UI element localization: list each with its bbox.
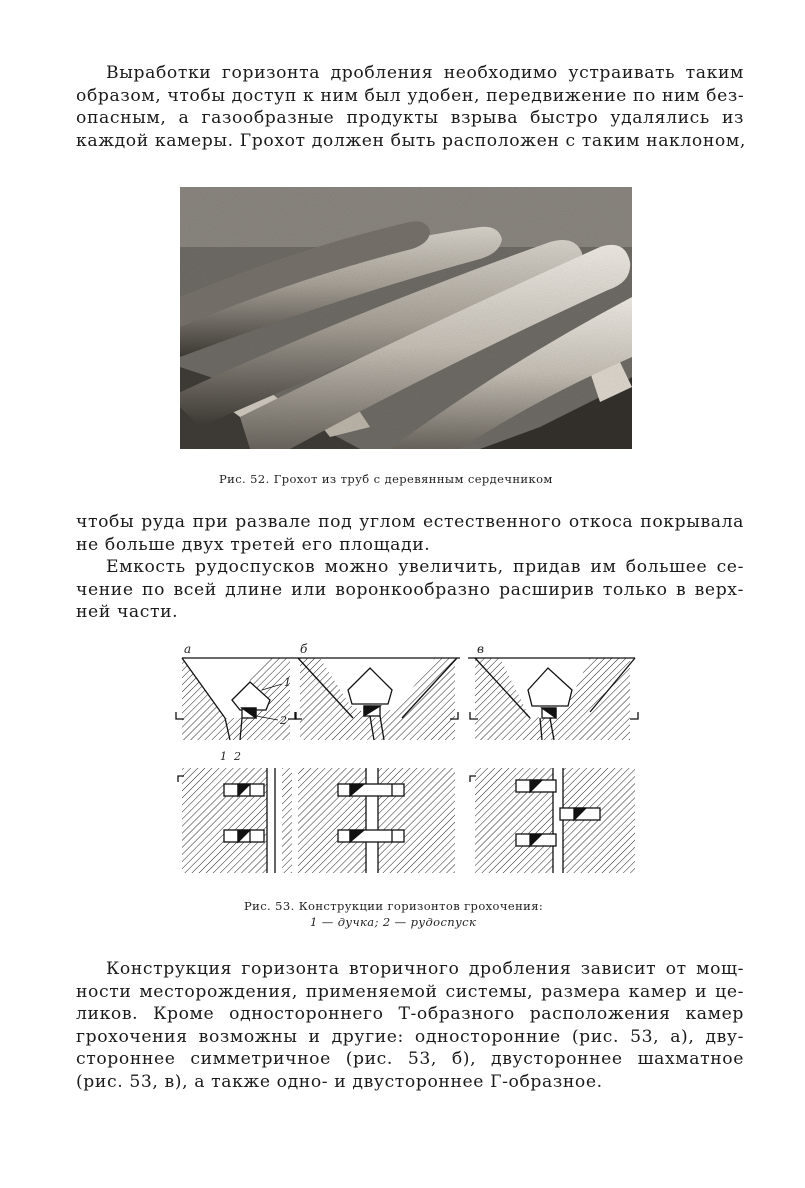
panel-b-plan <box>298 768 455 873</box>
callout-2: 2 <box>280 714 287 727</box>
text-line: каждой камеры. Грохот должен быть расположен с таким наклоном, <box>76 130 746 151</box>
panel-c-plan <box>470 768 635 873</box>
text-line: образом, чтобы доступ к ним был удобен, передвижение по ним без- <box>76 85 745 106</box>
text-line: (рис. 53, в), а также одно- и двустороннее Г-образное. <box>76 1071 603 1092</box>
panel-b-section <box>290 658 460 740</box>
panel-label-a: а <box>184 642 192 656</box>
figure-52-caption: Рис. 52. Грохот из труб с деревянным сердечником <box>219 472 553 486</box>
text-line: ности месторождения, применяемой системы, размера камер и це- <box>76 981 744 1002</box>
figure-53-caption-2: 1 — дучка; 2 — рудоспуск <box>310 915 477 929</box>
text-line: чтобы руда при развале под углом естественного откоса покрывала <box>76 512 744 532</box>
paragraph-1 <box>76 62 744 152</box>
text-line: опасным, а газообразные продукты взрыва быстро удалялись из <box>76 108 744 128</box>
paragraph-2 <box>76 511 744 556</box>
text-line: чение по всей длине или воронкообразно расширив только в верх- <box>76 579 744 600</box>
panel-c-section <box>468 658 638 740</box>
panel-label-c: в <box>477 642 484 656</box>
text-line: стороннее симметричное (рис. 53, б), двустороннее шахматное <box>76 1049 744 1069</box>
figure-53-caption-1: Рис. 53. Конструкции горизонтов грохочения: <box>244 899 544 913</box>
panel-label-b: б <box>300 642 308 656</box>
text-line: не больше двух третей его площади. <box>76 534 431 555</box>
callout-1-plan: 1 <box>220 750 227 763</box>
panel-a-section <box>176 658 296 740</box>
callout-2-plan: 2 <box>234 750 241 763</box>
panel-a-plan <box>178 768 292 873</box>
text-line: ней части. <box>76 602 179 622</box>
figure-52-photo <box>180 187 632 449</box>
text-line: Конструкция горизонта вторичного дробления зависит от мощ- <box>106 959 744 979</box>
text-line: ликов. Кроме одностороннего Т-образного расположения камер <box>76 1004 744 1024</box>
text-line: Емкость рудоспусков можно увеличить, придав им большее се- <box>106 557 744 577</box>
callout-1: 1 <box>284 676 291 689</box>
text-line: Выработки горизонта дробления необходимо устраивать таким <box>106 63 744 83</box>
paragraph-3 <box>76 556 744 624</box>
text-line: грохочения возможны и другие: односторонние (рис. 53, а), дву- <box>76 1026 744 1047</box>
paragraph-4 <box>76 958 744 1093</box>
figure-53-diagrams <box>170 640 645 880</box>
